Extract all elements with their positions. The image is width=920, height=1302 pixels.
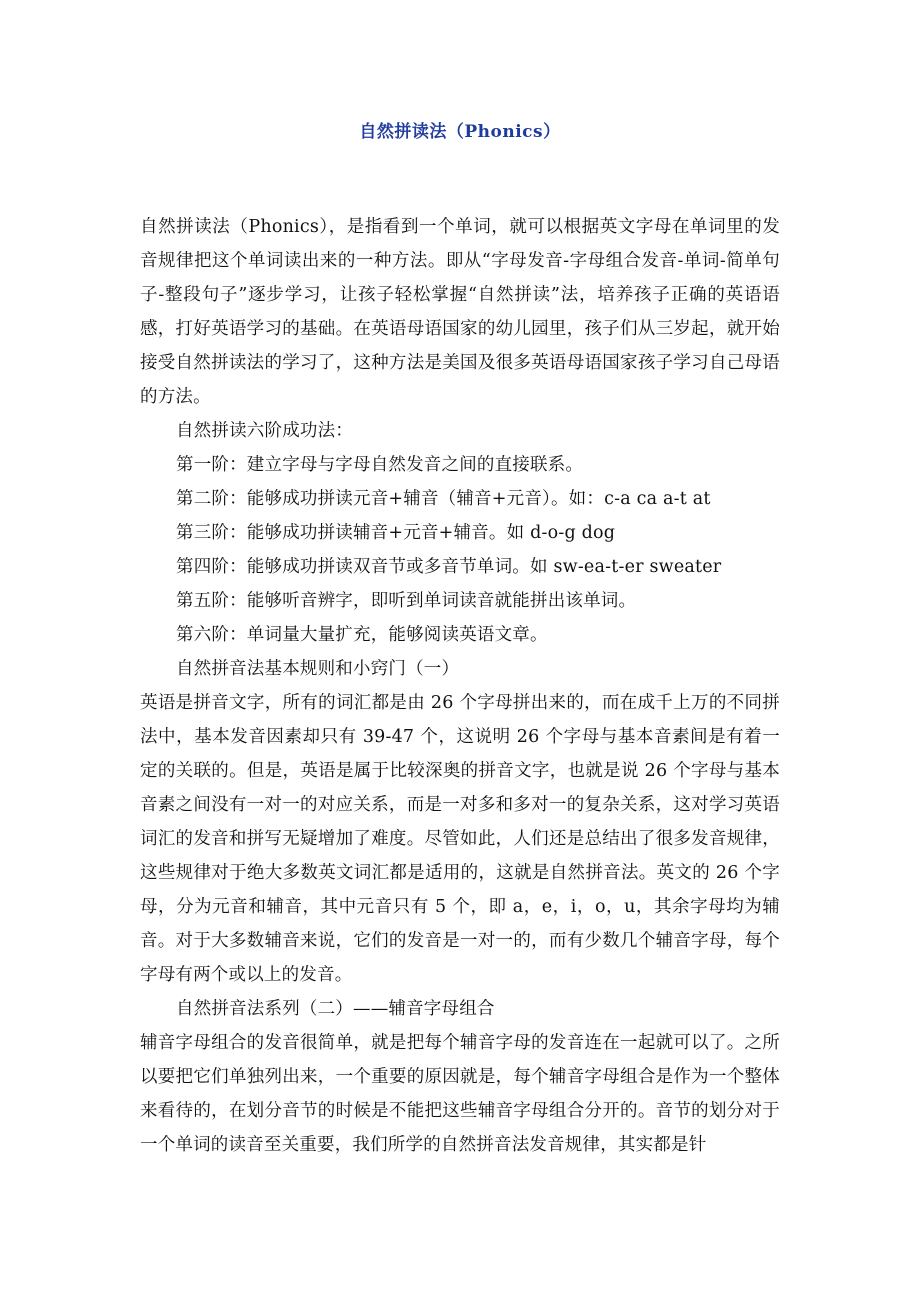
- stage-1-item: 第一阶：建立字母与字母自然发音之间的直接联系。: [176, 455, 584, 475]
- stage-2-item: 第二阶：能够成功拼读元音+辅音（辅音+元音）。如：c-a ca a-t at: [176, 489, 711, 509]
- consonant-blends-paragraph: 辅音字母组合的发音很简单，就是把每个辅音字母的发音连在一起就可以了。之所以要把它们单独列出来，一个重要的原因就是，每个辅音字母组合是作为一个整体来看待的，在划分音节的时候是不能把这些辅音字母组合分开的。音节的划分对于一个单词的读音至关重要，我们所学的自然拼音法发音规律，其实都是针: [140, 1033, 780, 1155]
- stage-4-item: 第四阶：能够成功拼读双音节或多音节单词。如 sw-ea-t-er sweater: [176, 557, 722, 577]
- stage-6-item: 第六阶：单词量大量扩充，能够阅读英语文章。: [176, 625, 548, 645]
- stage-5-item: 第五阶：能够听音辨字，即听到单词读音就能拼出该单词。: [176, 591, 637, 611]
- section-heading-consonant-blends: 自然拼音法系列（二）——辅音字母组合: [176, 999, 495, 1019]
- document-body: [140, 210, 780, 1162]
- document-title: 自然拼读法（Phonics）: [359, 122, 561, 142]
- six-stages-heading: 自然拼读六阶成功法：: [176, 421, 353, 441]
- intro-paragraph: 自然拼读法（Phonics），是指看到一个单词，就可以根据英文字母在单词里的发音规律把这个单词读出来的一种方法。即从“字母发音-字母组合发音-单词-简单句子-整段句子”逐步学习，让孩子轻松掌握“自然拼读”法，培养孩子正确的英语语感，打好英语学习的基础。在英语母语国家的幼儿园里，孩子们从三岁起，就开始接受自然拼读法的学习了，这种方法是美国及很多英语母语国家孩子学习自己母语的方法。: [140, 217, 780, 407]
- stage-3-item: 第三阶：能够成功拼读辅音+元音+辅音。如 d-o-g dog: [176, 523, 616, 543]
- rules-paragraph: 英语是拼音文字，所有的词汇都是由 26 个字母拼出来的，而在成千上万的不同拼法中，基本发音因素却只有 39-47 个，这说明 26 个字母与基本音素间是有着一定的关联的。但是，英语是属于比较深奥的拼音文字，也就是说 26 个字母与基本音素之间没有一对一的对应关系，而是一对多和多对一的复杂关系，这对学习英语词汇的发音和拼写无疑增加了难度。尽管如此，人们还是总结出了很多发音规律，这些规律对于绝大多数英文词汇都是适用的，这就是自然拼音法。英文的 26 个字母，分为元音和辅音，其中元音只有 5 个，即 a，e，i，o，u，其余字母均为辅音。对于大多数辅音来说，它们的发音是一对一的，而有少数几个辅音字母，每个字母有两个或以上的发音。: [140, 693, 780, 985]
- section-heading-rules-1: 自然拼音法基本规则和小窍门（一）: [176, 659, 460, 679]
